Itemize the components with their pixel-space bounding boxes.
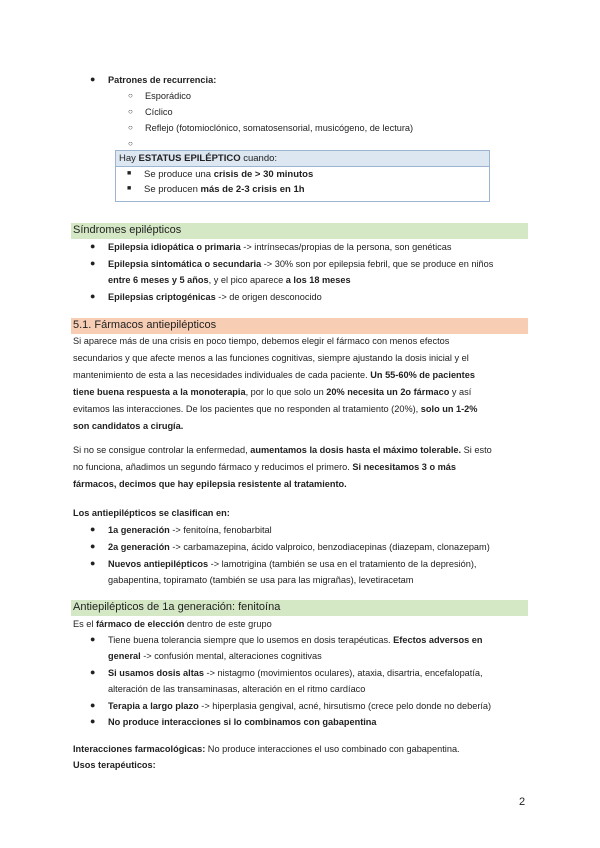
paragraph-2: Si no se consigue controlar la enfermedad, aumentamos la dosis hasta el máximo tolerable. Si esto no funciona, añadimos un segundo fármaco y reducimos el primero. Si necesitamos 3 o más fármacos, decimos que hay epilepsia resistente al tratamiento.: [73, 445, 492, 489]
list-item: 1a generación -> fenitoína, fenobarbital: [108, 525, 272, 535]
bullet-icon: ●: [90, 241, 96, 251]
bullet-icon: ●: [90, 700, 96, 710]
status-epilepticus-box: [115, 150, 490, 202]
paragraph-1: Si aparece más de una crisis en poco tiempo, debemos elegir el fármaco con menos efectos secundarios y que afecte menos a las funciones cognitivas, siempre ajustando la dosis inicial y el mantenimiento de esta a las necesidades individuales de cada paciente. Un 55-60% de pacientes tiene buena respuesta a la monoterapia, por lo que solo un 20% necesita un 2o fármaco y así evitamos las interacciones. De los pacientes que no responden al tratamiento (20%), solo un 1-2% son candidatos a cirugía.: [73, 336, 478, 431]
page-number: 2: [519, 796, 526, 808]
bullet-icon: ■: [127, 185, 132, 192]
list-item: No produce interacciones si lo combinamos con gabapentina: [108, 717, 377, 727]
list-item: Reflejo (fotomioclónico, somatosensorial, musicógeno, de lectura): [145, 123, 414, 133]
hollow-bullet-icon: ○: [128, 139, 133, 148]
list-item: Epilepsia sintomática o secundaria -> 30% son por epilepsia febril, que se produce en niños: [108, 259, 494, 269]
bullet-icon: ●: [90, 291, 96, 301]
status-line-2: Se producen más de 2-3 crisis en 1h: [144, 184, 305, 195]
list-item: Esporádico: [145, 91, 191, 101]
hollow-bullet-icon: ○: [128, 91, 133, 100]
list-item-continuation: entre 6 meses y 5 años, y el pico aparece a los 18 meses: [108, 275, 351, 285]
bullet-icon: ■: [127, 170, 132, 177]
list-item-continuation: alteración de las transaminasas, alteración en el ritmo cardíaco: [108, 684, 366, 694]
list-item: Tiene buena tolerancia siempre que lo usemos en dosis terapéuticas. Efectos adversos en: [108, 635, 483, 645]
bullet-icon: ●: [90, 634, 96, 644]
status-box-header: Hay ESTATUS EPILÉPTICO cuando:: [116, 151, 489, 167]
section-title-drugs: 5.1. Fármacos antiepilépticos: [73, 319, 217, 331]
bullet-icon: ●: [90, 524, 96, 534]
list-item: Cíclico: [145, 107, 173, 117]
bullet-icon: ●: [90, 541, 96, 551]
bullet-icon: ●: [90, 558, 96, 568]
list-item-continuation: gabapentina, topiramato (también se usa para las migrañas), levetiracetam: [108, 575, 414, 585]
interactions-line: Interacciones farmacológicas: No produce interacciones el uso combinado con gabapentina.: [73, 744, 460, 754]
recurrence-heading: Patrones de recurrencia:: [108, 75, 217, 85]
status-line-1: Se produce una crisis de > 30 minutos: [144, 169, 314, 180]
list-item: Terapia a largo plazo -> hiperplasia gengival, acné, hirsutismo (crece pelo donde no debería): [108, 701, 492, 711]
phenytoin-intro: Es el fármaco de elección dentro de este grupo: [73, 619, 272, 629]
list-item-continuation: general -> confusión mental, alteraciones cognitivas: [108, 651, 322, 661]
list-item: Nuevos antiepilépticos -> lamotrigina (también se usa en el tratamiento de la depresión),: [108, 559, 477, 569]
bullet-icon: ●: [90, 716, 96, 726]
bullet-icon: ●: [90, 258, 96, 268]
bullet-icon: ●: [90, 74, 96, 84]
classification-heading: Los antiepilépticos se clasifican en:: [73, 508, 230, 518]
bullet-icon: ●: [90, 667, 96, 677]
list-item: Si usamos dosis altas -> nistagmo (movimientos oculares), ataxia, disartria, encefalopatía,: [108, 668, 483, 678]
hollow-bullet-icon: ○: [128, 107, 133, 116]
list-item: 2a generación -> carbamazepina, ácido valproico, benzodiacepinas (diazepam, clonazepam): [108, 542, 490, 552]
hollow-bullet-icon: ○: [128, 123, 133, 132]
list-item: Epilepsias criptogénicas -> de origen desconocido: [108, 292, 322, 302]
section-title-syndromes: Síndromes epilépticos: [73, 224, 182, 236]
section-title-phenytoin: Antiepilépticos de 1a generación: fenitoína: [73, 601, 281, 613]
therapeutic-uses-heading: Usos terapéuticos:: [73, 760, 156, 770]
list-item: Epilepsia idiopática o primaria -> intrínsecas/propias de la persona, son genéticas: [108, 242, 452, 252]
